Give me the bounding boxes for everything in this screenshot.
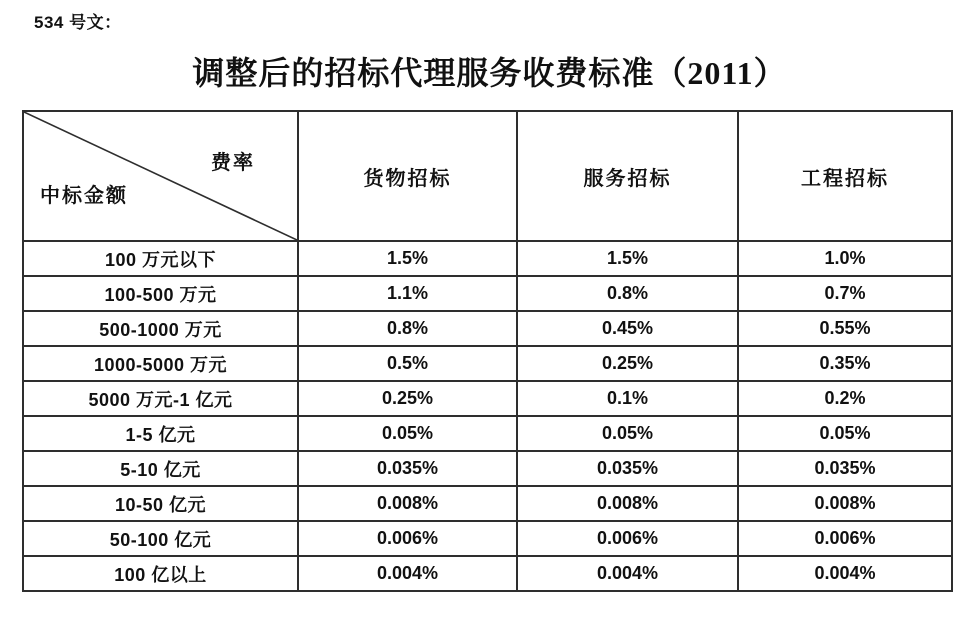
corner-header-cell (23, 111, 298, 241)
rate-cell-goods: 0.006% (298, 521, 517, 556)
rate-cell-service: 0.1% (517, 381, 738, 416)
rate-cell-service: 0.035% (517, 451, 738, 486)
table-row (23, 521, 952, 556)
row-label-bid-amount-range: 100 亿以上 (23, 556, 298, 591)
row-label-bid-amount-range: 500-1000 万元 (23, 311, 298, 346)
rate-cell-engineering: 0.035% (738, 451, 952, 486)
row-label-bid-amount-range: 50-100 亿元 (23, 521, 298, 556)
rate-cell-engineering: 0.05% (738, 416, 952, 451)
corner-label-bid-amount: 中标金额 (40, 185, 128, 207)
rate-cell-service: 0.004% (517, 556, 738, 591)
rate-cell-service: 0.006% (517, 521, 738, 556)
column-header-engineering-bidding: 工程招标 (738, 111, 952, 241)
rate-cell-goods: 0.25% (298, 381, 517, 416)
table-row (23, 451, 952, 486)
table-row (23, 486, 952, 521)
table-row (23, 346, 952, 381)
rate-cell-engineering: 0.004% (738, 556, 952, 591)
row-label-bid-amount-range: 1000-5000 万元 (23, 346, 298, 381)
table-row (23, 416, 952, 451)
table-row (23, 276, 952, 311)
rate-cell-goods: 0.004% (298, 556, 517, 591)
rate-cell-service: 0.8% (517, 276, 738, 311)
row-label-bid-amount-range: 10-50 亿元 (23, 486, 298, 521)
rate-cell-service: 0.008% (517, 486, 738, 521)
rate-cell-engineering: 0.55% (738, 311, 952, 346)
column-header-service-bidding: 服务招标 (517, 111, 738, 241)
rate-cell-goods: 1.5% (298, 241, 517, 276)
rate-cell-service: 1.5% (517, 241, 738, 276)
rate-cell-goods: 0.8% (298, 311, 517, 346)
rate-cell-service: 0.25% (517, 346, 738, 381)
table-row (23, 556, 952, 591)
column-header-goods-bidding: 货物招标 (298, 111, 517, 241)
rate-cell-goods: 1.1% (298, 276, 517, 311)
row-label-bid-amount-range: 100 万元以下 (23, 241, 298, 276)
diagonal-divider-line (24, 112, 297, 240)
row-label-bid-amount-range: 100-500 万元 (23, 276, 298, 311)
rate-cell-goods: 0.008% (298, 486, 517, 521)
rate-cell-goods: 0.05% (298, 416, 517, 451)
table-row (23, 311, 952, 346)
corner-label-rate: 费率 (211, 152, 255, 174)
rate-cell-engineering: 0.7% (738, 276, 952, 311)
row-label-bid-amount-range: 5000 万元-1 亿元 (23, 381, 298, 416)
rate-cell-engineering: 1.0% (738, 241, 952, 276)
rate-cell-goods: 0.035% (298, 451, 517, 486)
header-row (23, 111, 952, 241)
rate-cell-engineering: 0.006% (738, 521, 952, 556)
fee-table-body (23, 241, 952, 591)
rate-cell-engineering: 0.008% (738, 486, 952, 521)
rate-cell-engineering: 0.2% (738, 381, 952, 416)
row-label-bid-amount-range: 1-5 亿元 (23, 416, 298, 451)
page-title: 调整后的招标代理服务收费标准（2011） (192, 55, 787, 91)
document-number-label: 534 号文： (34, 13, 122, 32)
rate-cell-goods: 0.5% (298, 346, 517, 381)
rate-cell-service: 0.05% (517, 416, 738, 451)
table-row (23, 241, 952, 276)
table-row (23, 381, 952, 416)
fee-standard-table (22, 110, 953, 592)
row-label-bid-amount-range: 5-10 亿元 (23, 451, 298, 486)
rate-cell-engineering: 0.35% (738, 346, 952, 381)
rate-cell-service: 0.45% (517, 311, 738, 346)
